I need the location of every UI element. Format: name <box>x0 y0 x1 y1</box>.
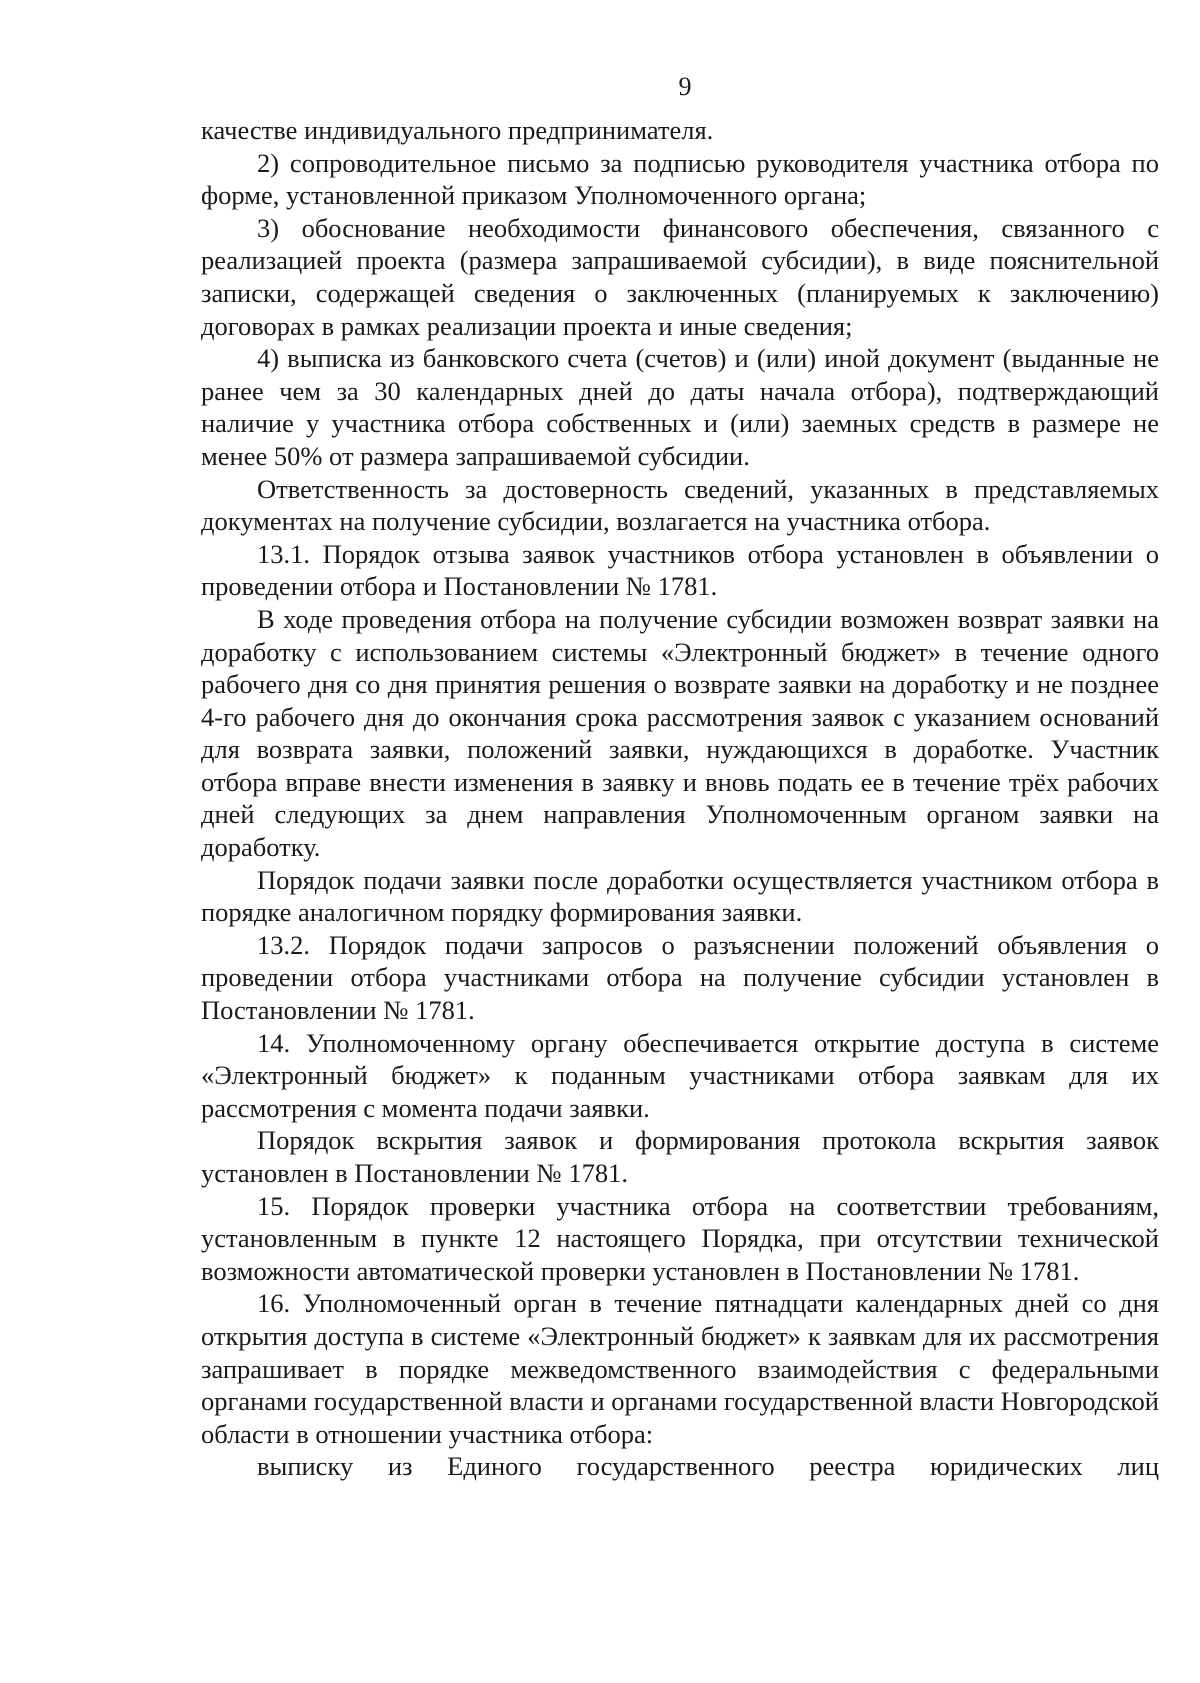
paragraph-item-3: 3) обоснование необходимости финансового обеспечения, связанного с реализацией проекта (размера запрашиваемой субсидии), в виде пояснительной записки, содержащей сведения о заключенных (планируемых к заключению) договорах в рамках реализации проекта и иные сведения; <box>201 212 1159 341</box>
paragraph-item-2: 2) сопроводительное письмо за подписью руководителя участника отбора по форме, установленной приказом Уполномоченного органа; <box>201 147 1159 211</box>
paragraph-13-1: 13.1. Порядок отзыва заявок участников отбора установлен в объявлении о проведении отбора и Постановлении № 1781. <box>201 538 1159 602</box>
document-body <box>201 114 1159 1483</box>
paragraph-item-4: 4) выписка из банковского счета (счетов) и (или) иной документ (выданные не ранее чем за 30 календарных дней до даты начала отбора), подтверждающий наличие у участника отбора собственных и (или) заемных средств в размере не менее 50% от размера запрашиваемой субсидии. <box>201 343 1159 471</box>
paragraph-13-2: 13.2. Порядок подачи запросов о разъяснении положений объявления о проведении отбора участниками отбора на получение субсидии установлен в Постановлении № 1781. <box>201 929 1159 1026</box>
paragraph-15: 15. Порядок проверки участника отбора на соответствии требованиям, установленным в пункте 12 настоящего Порядка, при отсутствии технической возможности автоматической проверки установлен в Постановлении № 1781. <box>201 1190 1159 1286</box>
paragraph-continuation: качестве индивидуального предпринимателя. <box>201 115 714 145</box>
paragraph-egrul-extract: выписку из Единого государственного реестра юридических лиц <box>257 1451 1159 1482</box>
paragraph-16: 16. Уполномоченный орган в течение пятнадцати календарных дней со дня открытия доступа в системе «Электронный бюджет» к заявкам для их рассмотрения запрашивает в порядке межведомственного взаимодействия с федеральными органами государственной власти и органами государственной власти Новгородской области в отношении участника отбора: <box>201 1288 1159 1449</box>
paragraph-opening-procedure: Порядок вскрытия заявок и формирования протокола вскрытия заявок установлен в Постановлении № 1781. <box>201 1125 1159 1188</box>
paragraph-14: 14. Уполномоченному органу обеспечивается открытие доступа в системе «Электронный бюджет» к поданным участниками отбора заявкам для их рассмотрения с момента подачи заявки. <box>201 1027 1159 1123</box>
paragraph-responsibility: Ответственность за достоверность сведений, указанных в представляемых документах на получение субсидии, возлагается на участника отбора. <box>201 473 1159 537</box>
page-number: 9 <box>678 72 692 101</box>
paragraph-resubmission-procedure: Порядок подачи заявки после доработки осуществляется участником отбора в порядке аналогичном порядку формирования заявки. <box>201 864 1159 928</box>
paragraph-return-for-revision: В ходе проведения отбора на получение субсидии возможен возврат заявки на доработку с использованием системы «Электронный бюджет» в течение одного рабочего дня со дня принятия решения о возврате заявки на доработку и не позднее 4-го рабочего дня до окончания срока рассмотрения заявок с указанием оснований для возврата заявки, положений заявки, нуждающихся в доработке. Участник отбора вправе внести изменения в заявку и вновь подать ее в течение трёх рабочих дней следующих за днем направления Уполномоченным органом заявки на доработку. <box>201 603 1159 863</box>
